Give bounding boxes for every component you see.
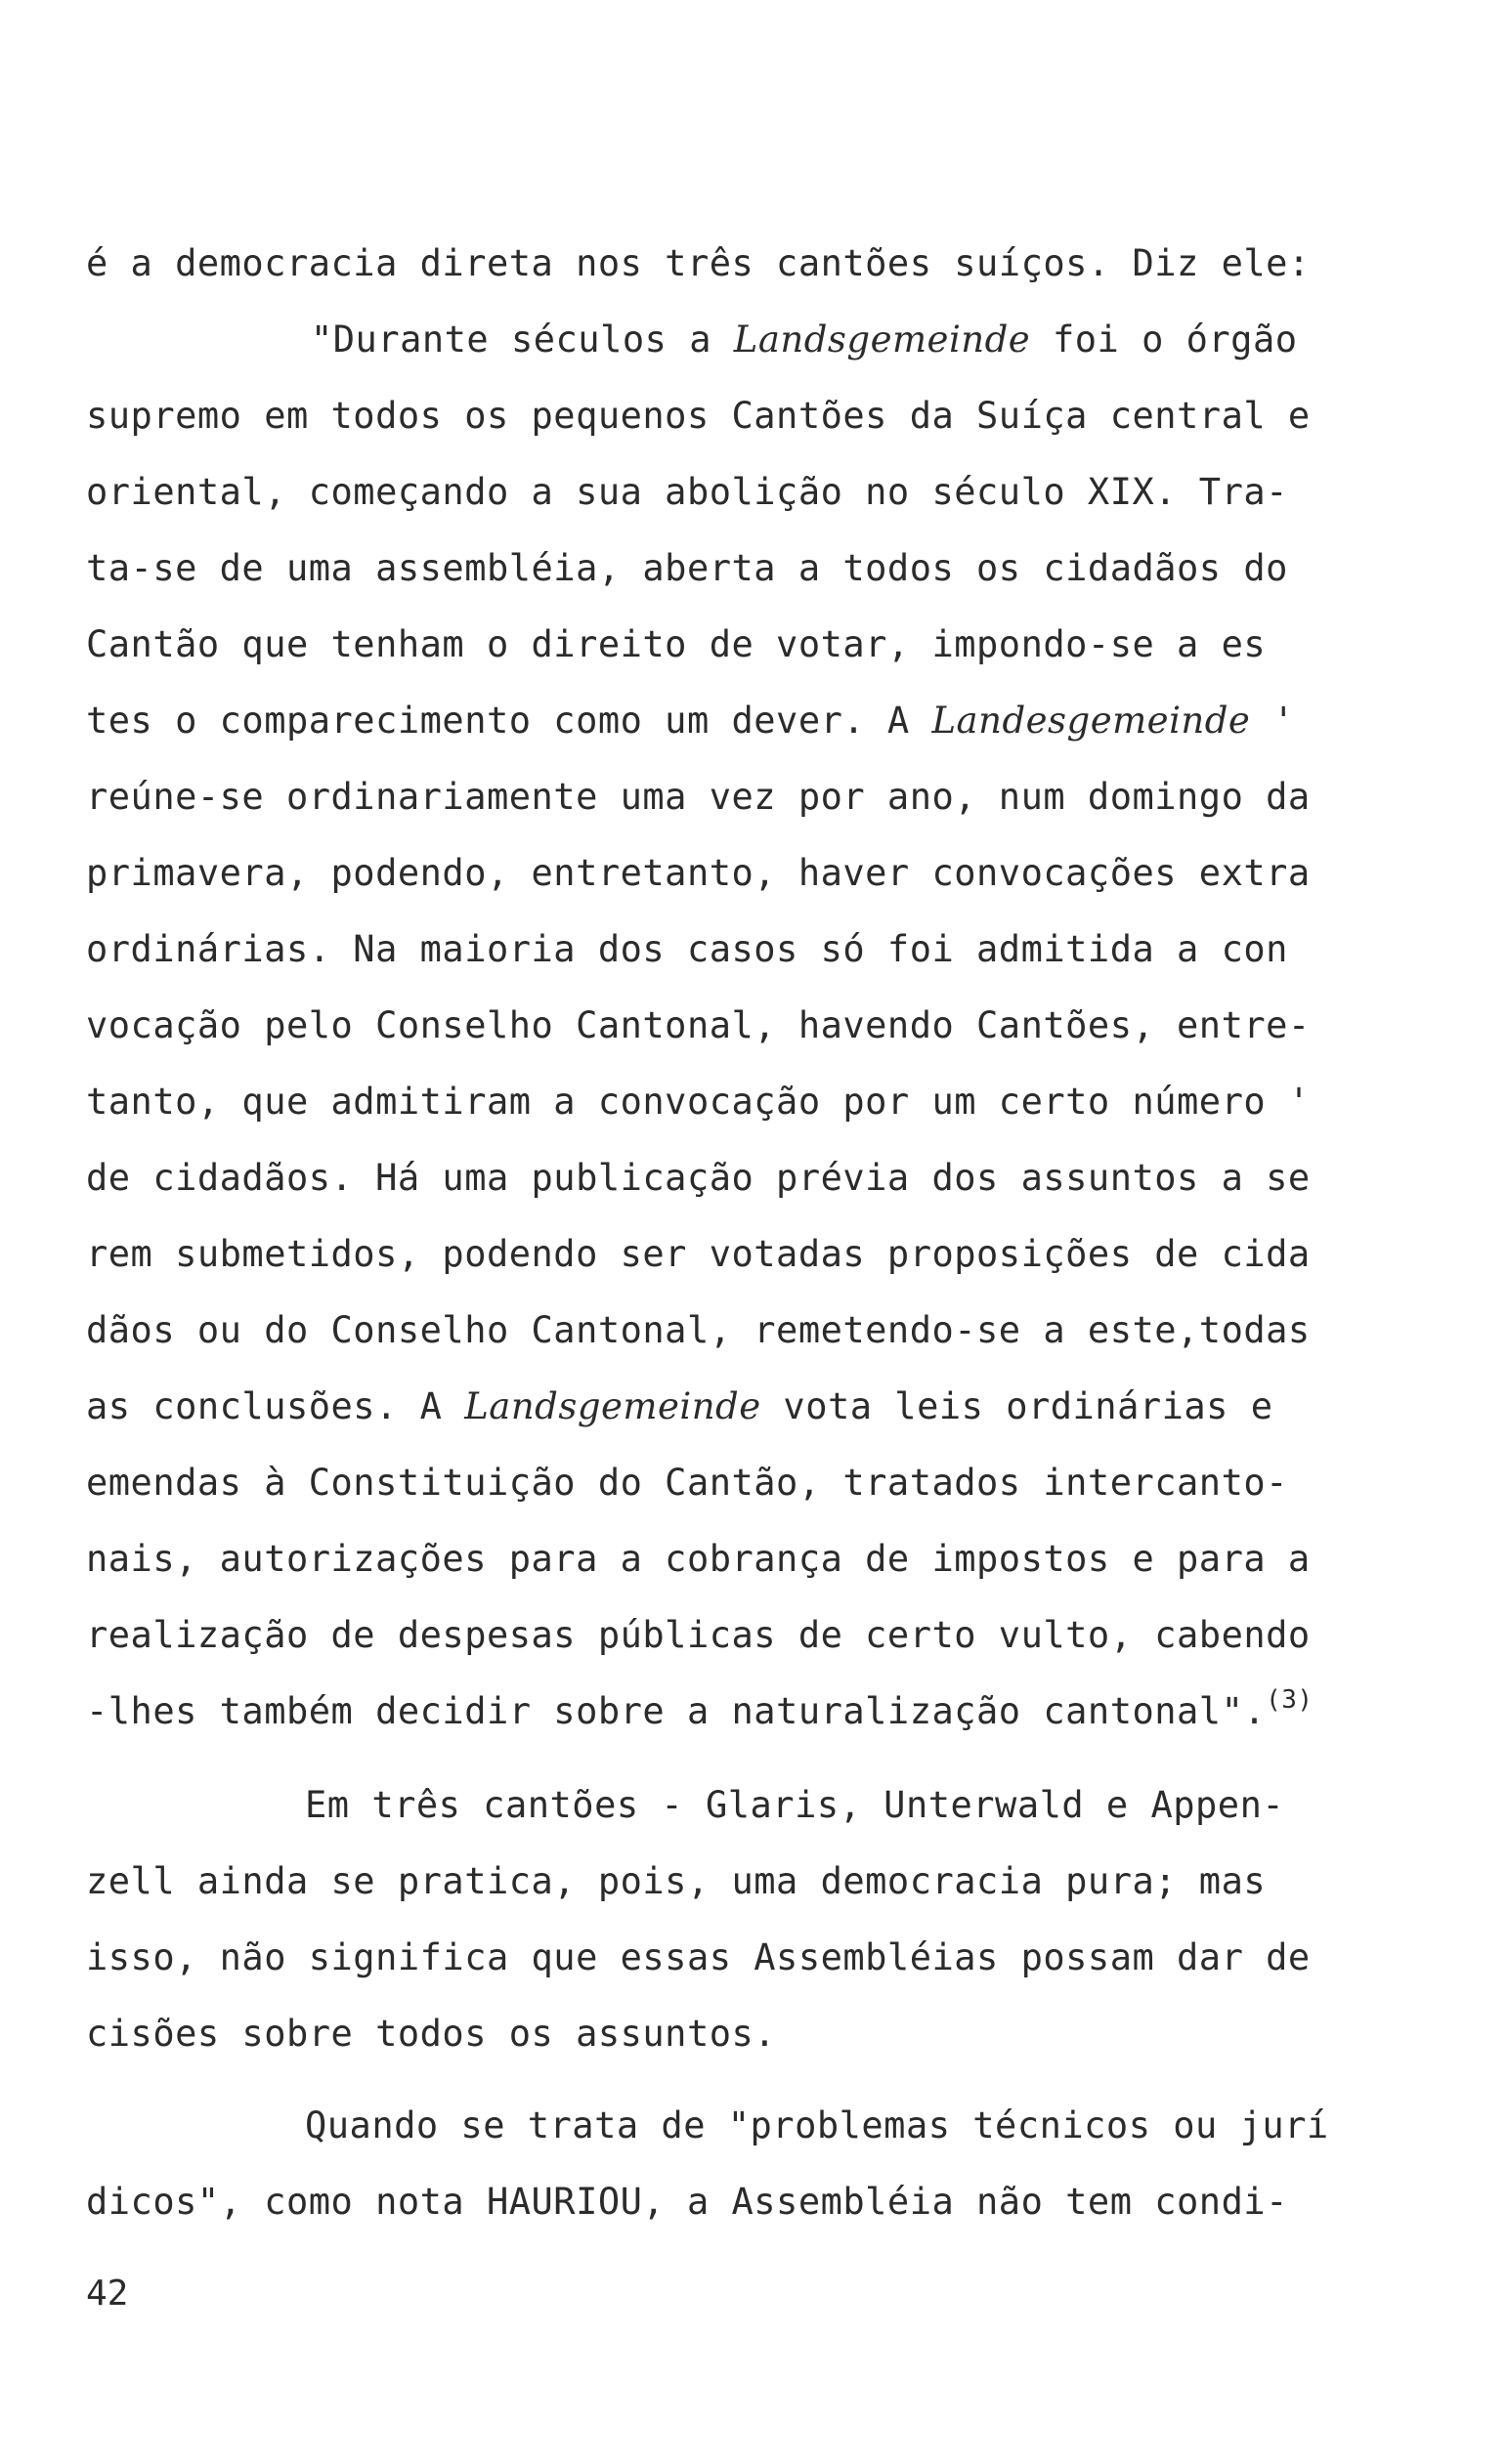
text-line: primavera, podendo, entretanto, haver convocações extra	[86, 852, 1311, 894]
text-line	[86, 692, 1454, 750]
text-line: tanto, que admitiram a convocação por um certo número '	[86, 1081, 1311, 1123]
text-line: cisões sobre todos os assuntos.	[86, 2013, 777, 2055]
text-line: reúne-se ordinariamente uma vez por ano, num domingo da	[86, 776, 1311, 818]
text-line	[311, 311, 1449, 369]
italic-term: Landsgemeinde	[464, 1385, 761, 1427]
text-line: realização de despesas públicas de certo vulto, cabendo	[86, 1614, 1311, 1656]
text-line: Em três cantões - Glaris, Unterwald e Appen-	[305, 1784, 1285, 1826]
text-segment: as conclusões. A	[86, 1385, 465, 1427]
text-line: zell ainda se pratica, pois, uma democracia pura; mas	[86, 1860, 1267, 1902]
text-line: rem submetidos, podendo ser votadas proposições de cida	[86, 1233, 1311, 1275]
text-line: supremo em todos os pequenos Cantões da Suíça central e	[86, 395, 1311, 437]
text-line: Quando se trata de "problemas técnicos ou jurí	[305, 2104, 1329, 2146]
text-line: ordinárias. Na maioria dos casos só foi admitida a con	[86, 928, 1288, 970]
text-segment: -lhes também decidir sobre a naturalização cantonal".	[86, 1690, 1267, 1732]
text-line: emendas à Constituição do Cantão, tratados intercanto-	[86, 1462, 1288, 1504]
text-line: de cidadãos. Há uma publicação prévia dos assuntos a se	[86, 1157, 1311, 1199]
text-line: dicos", como nota HAURIOU, a Assembléia não tem condi-	[86, 2181, 1288, 2223]
italic-term: Landesgemeinde	[931, 700, 1251, 742]
text-line: nais, autorizações para a cobrança de impostos e para a	[86, 1538, 1311, 1580]
page-number: 42	[86, 2273, 129, 2314]
text-line: vocação pelo Conselho Cantonal, havendo Cantões, entre-	[86, 1004, 1311, 1046]
text-line: é a democracia direta nos três cantões suíços. Diz ele:	[86, 242, 1311, 284]
text-line	[86, 1378, 1454, 1436]
text-segment: "Durante séculos a	[311, 319, 734, 361]
text-line	[86, 1682, 1454, 1741]
text-segment: tes o comparecimento como um dever. A	[86, 700, 932, 742]
text-line: isso, não significa que essas Assembléias possam dar de	[86, 1936, 1311, 1978]
text-line: Cantão que tenham o direito de votar, impondo-se a es	[86, 623, 1267, 665]
italic-term: Landsgemeinde	[733, 319, 1031, 361]
text-line: dãos ou do Conselho Cantonal, remetendo-se a este,todas	[86, 1309, 1311, 1351]
text-line: oriental, começando a sua abolição no século XIX. Tra-	[86, 471, 1288, 513]
text-segment: foi o órgão	[1030, 319, 1298, 361]
text-segment: vota leis ordinárias e	[760, 1385, 1273, 1427]
text-line: ta-se de uma assembléia, aberta a todos os cidadãos do	[86, 547, 1288, 589]
footnote-reference: (3)	[1266, 1685, 1314, 1715]
text-segment: '	[1250, 700, 1295, 742]
